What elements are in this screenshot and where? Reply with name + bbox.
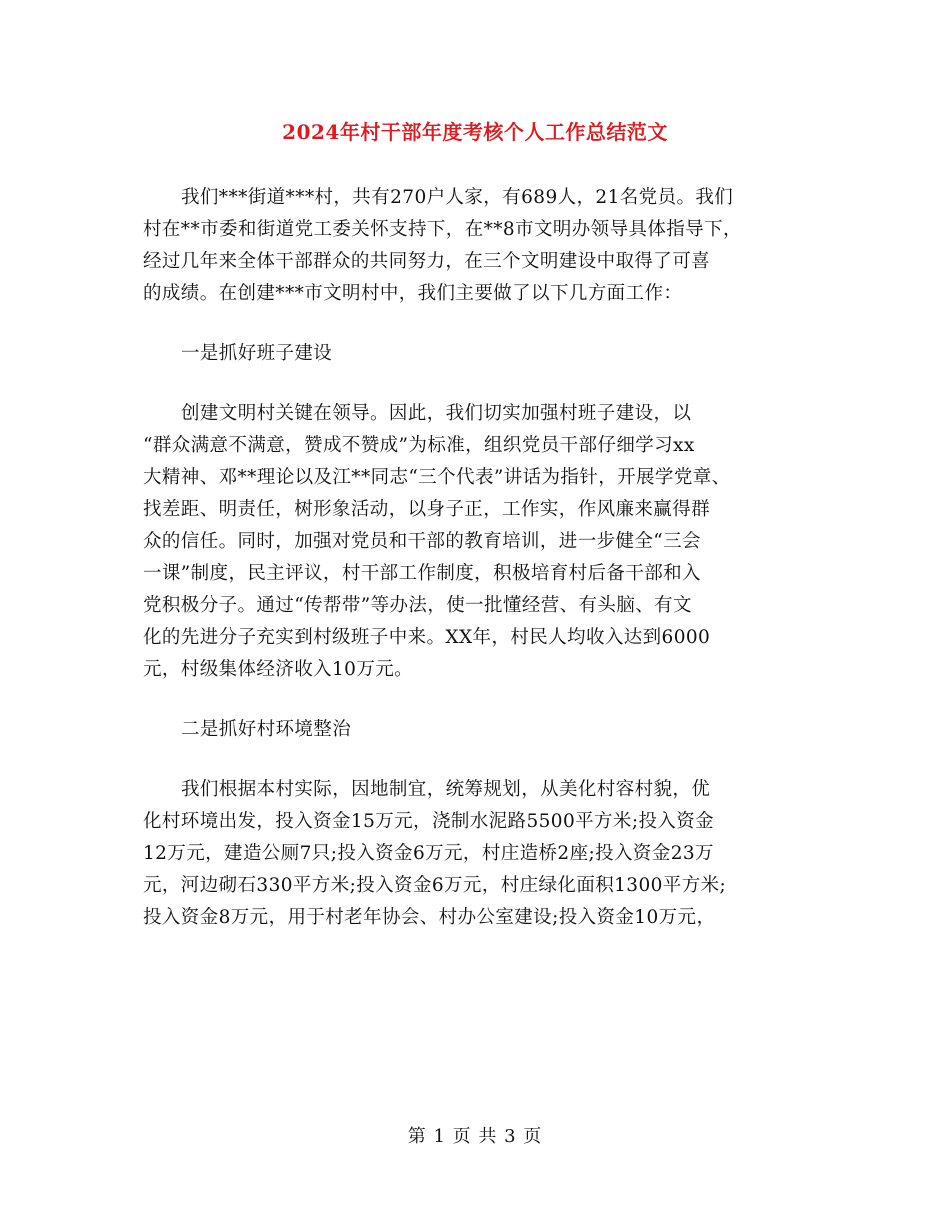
text-line: 找差距、明责任，树形象活动，以身子正，工作实，作风廉来赢得群 (143, 499, 711, 520)
text-line: 众的信任。同时，加强对党员和干部的教育培训，进一步健全“三会 (143, 531, 701, 552)
section-heading-text: 一是抓好班子建设 (181, 343, 333, 364)
text-line: 我们***街道***村，共有270户人家，有689人，21名党员。我们 (181, 187, 734, 208)
text-line: 大精神、邓**理论以及江**同志“三个代表”讲话为指针，开展学党章、 (143, 467, 731, 488)
text-line: 一课”制度，民主评议，村干部工作制度，积极培育村后备干部和入 (143, 563, 701, 584)
text-line: 12万元，建造公厕7只;投入资金6万元，村庄造桥2座;投入资金23万 (143, 843, 714, 864)
text-line: 的成绩。在创建***市文明村中，我们主要做了以下几方面工作： (143, 283, 683, 304)
section-heading (143, 714, 823, 746)
text-line: 村在**市委和街道党工委关怀支持下，在**8市文明办领导具体指导下， (143, 219, 742, 240)
text-line: 元，河边砌石330平方米;投入资金6万元，村庄绿化面积1300平方米; (143, 875, 727, 896)
text-line: 经过几年来全体干部群众的共同努力，在三个文明建设中取得了可喜 (143, 251, 711, 272)
text-line: 元，村级集体经济收入10万元。 (143, 659, 414, 680)
paragraph-intro (143, 182, 823, 310)
text-line: 创建文明村关键在领导。因此，我们切实加强村班子建设，以 (181, 403, 692, 424)
text-line: 化村环境出发，投入资金15万元，浇制水泥路5500平方米;投入资金 (143, 811, 715, 832)
text-line: 投入资金8万元，用于村老年协会、村办公室建设;投入资金10万元， (143, 907, 716, 928)
section-heading (143, 338, 823, 370)
paragraph-team-building (143, 398, 823, 686)
text-line: 我们根据本村实际，因地制宜，统筹规划，从美化村容村貌，优 (181, 779, 711, 800)
text-line: “群众满意不满意，赞成不赞成”为标准，组织党员干部仔细学习xx (143, 435, 695, 456)
text-line: 党积极分子。通过“传帮带”等办法，使一批懂经营、有头脑、有文 (143, 595, 692, 616)
text-line: 化的先进分子充实到村级班子中来。XX年，村民人均收入达到6000 (143, 627, 711, 648)
document-title: 2024年村干部年度考核个人工作总结范文 (282, 120, 668, 144)
page-footer: 第 1 页 共 3 页 (407, 1126, 543, 1147)
paragraph-environment (143, 774, 823, 934)
document-body (143, 182, 823, 962)
section-heading-text: 二是抓好村环境整治 (181, 719, 352, 740)
